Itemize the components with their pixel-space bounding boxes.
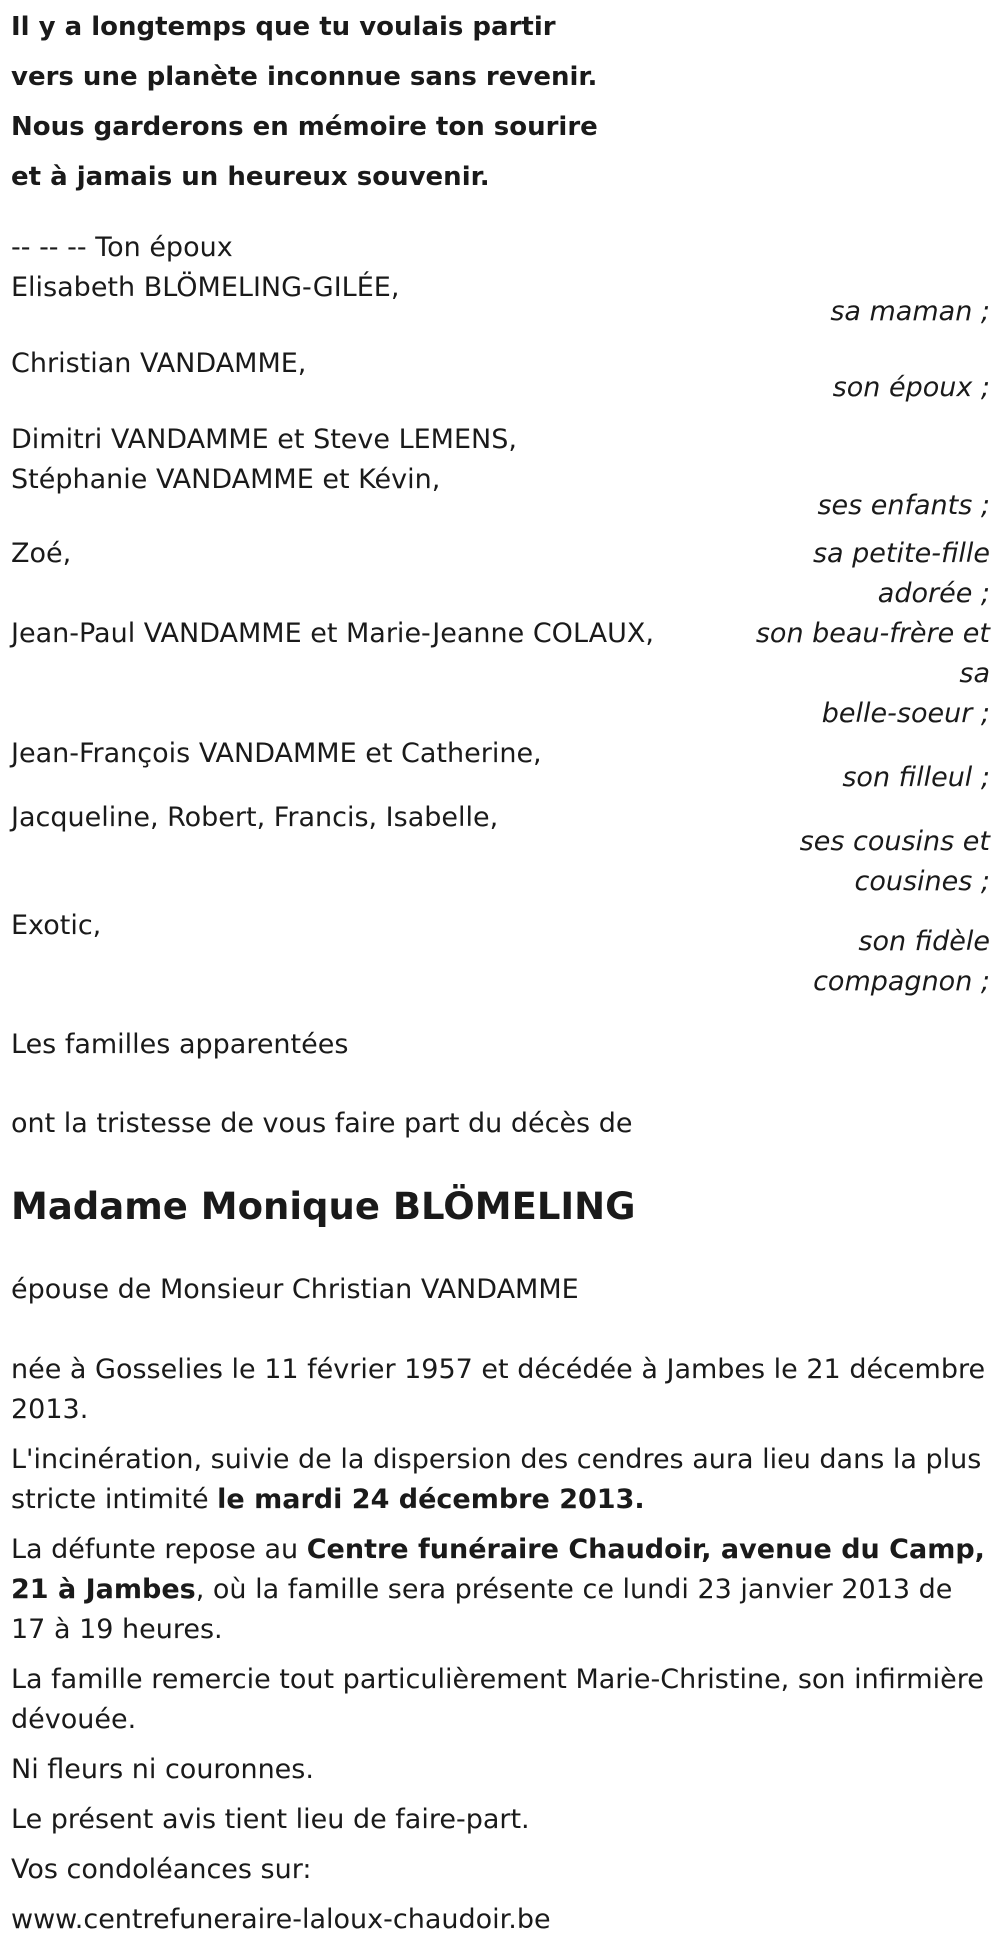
family-name-line: Christian VANDAMME, — [11, 348, 307, 379]
family-entry — [11, 734, 990, 798]
deceased-name: Madame Monique BLÖMELING — [11, 1185, 636, 1228]
poem — [11, 2, 990, 202]
family-names — [11, 268, 730, 332]
family-entry — [11, 420, 990, 521]
family-role-line: adorée ; — [877, 578, 990, 609]
family-role-line: ses enfants ; — [817, 490, 990, 521]
family-name-line: Exotic, — [11, 910, 102, 941]
family-names — [11, 798, 730, 902]
family-names — [11, 734, 730, 798]
family-entry — [11, 268, 990, 332]
signature: -- -- -- Ton époux — [11, 232, 233, 263]
family-entry — [11, 614, 990, 734]
poem-line: Nous garderons en mémoire ton sourire — [11, 112, 598, 142]
family-role-line: sa maman ; — [830, 296, 990, 327]
family-names — [11, 534, 730, 614]
family-role-line: son époux ; — [832, 372, 990, 403]
family-names — [11, 420, 730, 500]
family-role-line: cousines ; — [854, 866, 990, 897]
family-role — [730, 798, 990, 902]
family-name-line: Dimitri VANDAMME et Steve LEMENS, — [11, 424, 517, 455]
family-role — [730, 758, 990, 798]
family-name-line: Jean-Paul VANDAMME et Marie-Jeanne COLAUX, — [11, 618, 654, 649]
family-entry — [11, 344, 990, 408]
website-link[interactable]: www.centrefuneraire-laloux-chaudoir.be — [11, 1904, 551, 1935]
family-names — [11, 902, 730, 1002]
poem-line: Il y a longtemps que tu voulais partir — [11, 12, 556, 42]
family-entry — [11, 534, 990, 614]
family-names — [11, 614, 730, 734]
family-entry — [11, 902, 990, 1002]
family-name-line: Elisabeth BLÖMELING-GILÉE, — [11, 272, 400, 303]
notice-line: Le présent avis tient lieu de faire-part. — [11, 1804, 530, 1835]
family-role-line: compagnon ; — [813, 966, 990, 997]
family-names — [11, 344, 730, 408]
family-role — [730, 614, 990, 734]
related-families: Les familles apparentées — [11, 1029, 349, 1060]
announcement: ont la tristesse de vous faire part du décès de — [11, 1108, 633, 1139]
rest-text-after: , où la famille sera présente ce lundi 23 janvier 2013 de 17 à 19 heures. — [11, 1574, 953, 1645]
family-role — [730, 292, 990, 332]
family-role — [730, 534, 990, 614]
family-role-line: son filleul ; — [842, 762, 990, 793]
no-flowers-line: Ni fleurs ni couronnes. — [11, 1754, 314, 1785]
spouse-line: épouse de Monsieur Christian VANDAMME — [11, 1274, 579, 1305]
family-role-line: sa petite-fille — [812, 538, 990, 569]
funeral-center-place: Centre funéraire Chaudoir, avenue du Camp, 21 à Jambes — [11, 1534, 985, 1605]
family-name-line: Jacqueline, Robert, Francis, Isabelle, — [11, 802, 499, 833]
birth-death-line: née à Gosselies le 11 février 1957 et décédée à Jambes le 21 décembre 2013. — [11, 1354, 986, 1425]
family-role-line: son beau-frère et sa — [755, 618, 990, 689]
family-name-line: Stéphanie VANDAMME et Kévin, — [11, 464, 441, 495]
poem-line: vers une planète inconnue sans revenir. — [11, 62, 598, 92]
family-role — [730, 486, 990, 526]
rest-text-before: La défunte repose au — [11, 1534, 307, 1565]
family-entry — [11, 798, 990, 902]
family-role — [730, 902, 990, 1002]
cremation-date: le mardi 24 décembre 2013. — [217, 1484, 645, 1515]
family-list — [11, 268, 990, 1002]
thanks-line: La famille remercie tout particulièrement Marie-Christine, son infirmière dévouée. — [11, 1664, 984, 1735]
family-name-line: Jean-François VANDAMME et Catherine, — [11, 738, 542, 769]
family-role-line: belle-soeur ; — [821, 698, 990, 729]
rest-info — [11, 1530, 990, 1650]
family-name-line: Zoé, — [11, 538, 72, 569]
family-role — [730, 368, 990, 408]
condolences-label: Vos condoléances sur: — [11, 1854, 312, 1885]
family-role-line: ses cousins et — [799, 826, 990, 857]
poem-line: et à jamais un heureux souvenir. — [11, 162, 490, 192]
cremation-text: L'incinération, suivie de la dispersion des cendres aura lieu dans la plus stricte intimité — [11, 1444, 982, 1515]
website-link-line — [11, 1900, 990, 1940]
family-role-line: son fidèle — [858, 926, 990, 957]
cremation-info — [11, 1440, 990, 1520]
